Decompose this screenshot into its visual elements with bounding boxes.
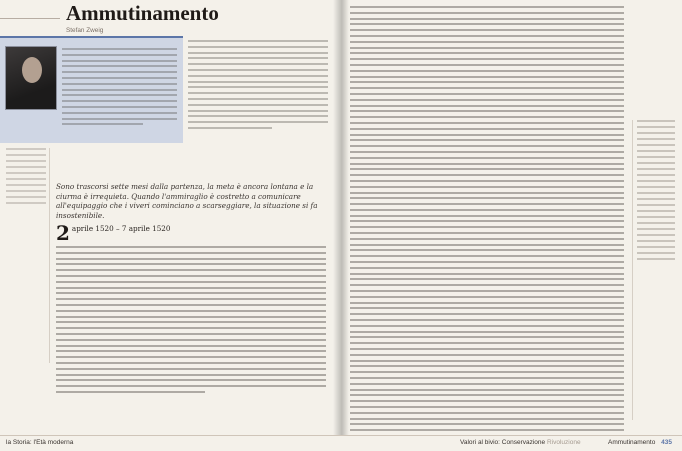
left-margin-notes-illegible xyxy=(0,148,50,363)
footer-theme-main: Valori al bivio: Conservazione xyxy=(460,439,546,446)
title-rule xyxy=(0,9,60,19)
drop-cap: 2 xyxy=(56,221,70,245)
right-page xyxy=(346,0,682,451)
bio-text-illegible xyxy=(62,48,177,129)
chapter-date: aprile 1520 – 7 aprile 1520 xyxy=(71,224,171,233)
footer-section-label: la Storia: l'Età moderna xyxy=(6,439,74,446)
author-bio-box xyxy=(0,36,183,143)
page-title: Ammutinamento xyxy=(66,1,219,25)
page-footer xyxy=(0,435,682,451)
chapter-intro: Sono trascorsi sette mesi dalla partenza, la meta è ancora lontana e la ciurma è irrequieta. Quando l'ammiraglio è costretto a comunicare all'equipaggio che i viveri cominciano a scarseggiare, la situazione si fa insostenibile. xyxy=(56,182,318,220)
portrait-icon xyxy=(22,57,42,83)
chapter-date-line xyxy=(56,221,326,245)
left-column-text-illegible xyxy=(188,40,328,133)
author-photo xyxy=(5,46,57,110)
left-page xyxy=(0,0,336,451)
footer-theme-faint: Rivoluzione xyxy=(546,439,581,446)
body-text-left-illegible xyxy=(56,246,326,397)
page-number: 435 xyxy=(661,439,672,446)
right-margin-notes-illegible xyxy=(632,120,678,420)
author-name: Stefan Zweig xyxy=(66,27,104,34)
body-text-right-illegible xyxy=(350,6,624,451)
page-marker xyxy=(608,439,672,446)
footer-theme-label xyxy=(460,439,581,446)
running-head: Ammutinamento xyxy=(608,439,656,446)
